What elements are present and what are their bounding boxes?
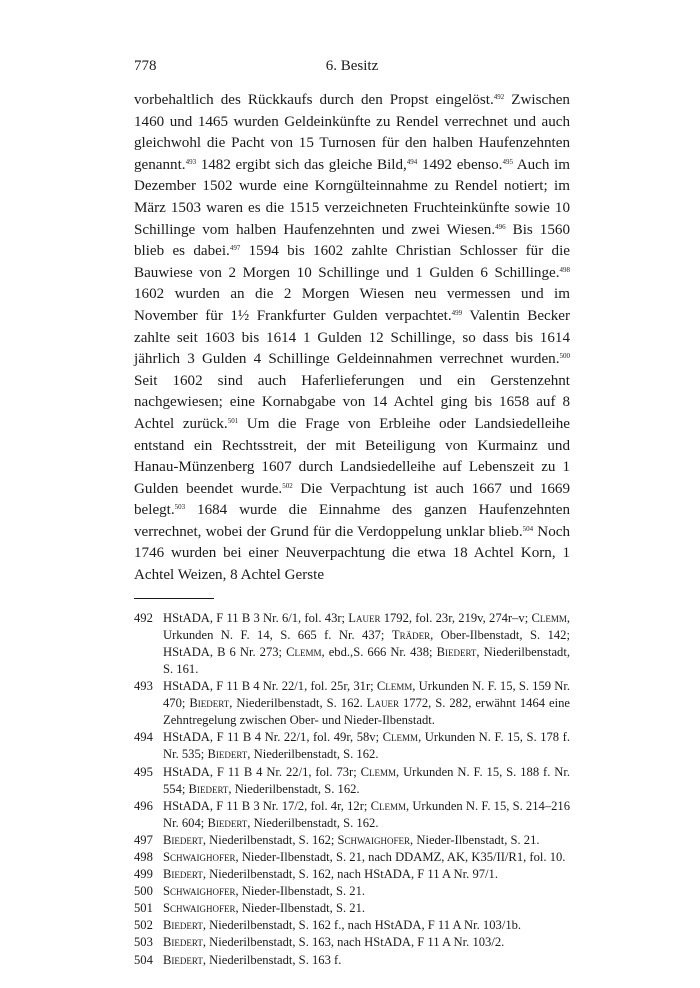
author-name: Clemm xyxy=(376,679,413,694)
footnote-text-segment: , Niederilbenstadt, S. 162 f., nach HStADA, F 11 A Nr. 103/1b. xyxy=(202,918,522,933)
author-name: Biedert xyxy=(436,644,477,659)
footnote-ref[interactable]: 492 xyxy=(493,93,505,101)
author-name: Biedert xyxy=(188,781,229,796)
footnote-ref[interactable]: 493 xyxy=(185,157,197,166)
footnote-text-segment: , Urkunden N. F. 15, S. 159 Nr. 470; xyxy=(163,679,570,711)
footnote-text-segment: , Niederilbenstadt, S. 162; xyxy=(202,832,338,847)
footnote-number: 501 xyxy=(134,901,153,916)
footnote-text-segment: , Niederilbenstadt, S. 163, nach HStADA, F 11 A Nr. 103/2. xyxy=(202,935,505,950)
footnote xyxy=(134,934,570,951)
footnote-text-segment: , Niederilbenstadt, S. 162. xyxy=(247,815,379,830)
footnote xyxy=(134,866,570,883)
footnote-text xyxy=(163,832,570,849)
body-text-segment: Um die Frage von Erbleihe oder Landsiedelleihe entstand ein Rechtsstreit, der mit Beteiligung von Kurmainz und Hanau-Münzenberg 1607 durch Landsiedelleihe auf Lebenszeit zu 1 Gulden beendet wurde. xyxy=(134,415,570,497)
footnote-text xyxy=(163,764,570,798)
author-name: Schwaighofer xyxy=(163,849,236,864)
author-name: Träder xyxy=(391,627,431,642)
footnote-number: 503 xyxy=(134,935,153,950)
body-text-segment: vorbehaltlich des Rückkaufs durch den Propst eingelöst. xyxy=(134,92,494,108)
footnote xyxy=(134,610,570,678)
page-number: 778 xyxy=(134,58,157,74)
body-text-segment: Noch 1746 wurden bei einer Neuverpachtung die etwa 18 Achtel Korn, 1 Achtel Weizen, 8 Achtel Gerste xyxy=(134,523,571,584)
footnote xyxy=(134,832,570,849)
author-name: Biedert xyxy=(163,918,203,933)
footnote-text xyxy=(163,952,570,969)
author-name: Clemm xyxy=(531,610,567,625)
footnote-number: 499 xyxy=(134,867,153,882)
footnote xyxy=(134,883,570,900)
author-name: Biedert xyxy=(163,952,203,967)
author-name: Biedert xyxy=(189,696,230,711)
footnote xyxy=(134,764,570,798)
footnote-number: 502 xyxy=(134,918,153,933)
footnote-text xyxy=(163,866,570,883)
footnote-ref[interactable]: 502 xyxy=(282,481,293,490)
body-text-segment: Valentin Becker zahlte seit 1603 bis 1614 1 Gulden 12 Schillinge, so dass bis 1614 jährlich 3 Gulden 4 Schillinge Geldeinnahmen verrechnet wurden. xyxy=(134,307,570,368)
footnote-text-segment: , Nieder-Ilbenstadt, S. 21. xyxy=(410,832,540,847)
footnote-text xyxy=(163,849,570,866)
author-name: Biedert xyxy=(207,815,248,830)
footnote xyxy=(134,952,570,969)
footnote-number: 497 xyxy=(134,832,153,847)
footnotes xyxy=(134,610,570,969)
author-name: Clemm xyxy=(286,644,322,659)
footnote-text-segment: , Niederilbenstadt, S. 162, nach HStADA, F 11 A Nr. 97/1. xyxy=(202,867,498,882)
body-paragraph xyxy=(134,90,570,587)
footnote-text-segment: , Urkunden N. F. 15, S. 178 f. Nr. 535; xyxy=(163,730,570,762)
author-name: Biedert xyxy=(163,832,203,847)
footnote-text-segment: , Nieder-Ilbenstadt, S. 21. xyxy=(235,884,366,899)
footnote-text xyxy=(163,883,570,900)
footnote-text-segment: , Niederilbenstadt, S. 161. xyxy=(163,644,570,676)
body-text-segment: 1482 ergibt sich das gleiche Bild, xyxy=(196,156,407,173)
footnote-text-segment: , Niederilbenstadt, S. 163 f. xyxy=(202,952,342,967)
footnote xyxy=(134,917,570,934)
footnote-ref[interactable]: 496 xyxy=(495,222,506,231)
footnote-text-segment: , Niederilbenstadt, S. 162. xyxy=(247,747,379,762)
footnote-text-segment: , Ober-Ilbenstadt, S. 142; HStADA, B 6 Nr. 273; xyxy=(163,627,570,659)
author-name: Clemm xyxy=(382,730,419,745)
footnote xyxy=(134,849,570,866)
footnote-text-segment: , Urkunden N. F. 15, S. 214–216 Nr. 604; xyxy=(163,798,571,830)
footnote-number: 496 xyxy=(134,798,153,813)
author-name: Lauer xyxy=(366,696,399,711)
footnote-text xyxy=(163,934,570,951)
author-name: Schwaighofer xyxy=(163,884,236,899)
footnote-number: 504 xyxy=(134,952,153,967)
body-text-segment: 1602 wurden an die 2 Morgen Wiesen neu vermessen und im November für 1½ Frankfurter Gulden verpachtet. xyxy=(134,286,570,324)
author-name: Schwaighofer xyxy=(163,901,236,916)
footnote-ref[interactable]: 499 xyxy=(451,308,463,317)
footnote-ref[interactable]: 501 xyxy=(227,416,239,425)
author-name: Schwaighofer xyxy=(337,832,411,847)
footnote-text-segment: , Nieder-Ilbenstadt, S. 21, nach DDAMZ, AK, K35/II/R1, fol. 10. xyxy=(235,849,566,864)
body-text-segment: 1492 ebenso. xyxy=(417,156,503,173)
author-name: Biedert xyxy=(163,867,203,882)
footnote-ref[interactable]: 495 xyxy=(502,157,513,166)
footnote-text-segment: HStADA, F 11 B 4 Nr. 22/1, fol. 73r; xyxy=(163,764,361,779)
footnote-text-segment: , Niederilbenstadt, S. 162. xyxy=(228,781,360,796)
body-text-segment: Auch im Dezember 1502 wurde eine Korngülteinnahme zu Rendel notiert; im März 1503 waren es die 1515 verzeichneten Fruchteinkünfte sowie 10 Schillinge vom halben Haufenzehnten und zwei Wiesen. xyxy=(134,156,571,238)
author-name: Clemm xyxy=(370,798,406,813)
footnote-text-segment: , Nieder-Ilbenstadt, S. 21. xyxy=(235,901,366,916)
footnote-text-segment: 1772, S. 282, erwähnt 1464 eine Zehntregelung zwischen Ober- und Nieder-Ilbenstadt. xyxy=(163,696,570,728)
footnote-ref[interactable]: 504 xyxy=(522,524,534,533)
footnote-separator xyxy=(134,598,214,599)
footnote-text-segment: HStADA, F 11 B 3 Nr. 17/2, fol. 4r, 12r; xyxy=(163,798,371,813)
footnote-text xyxy=(163,610,570,678)
chapter-title: 6. Besitz xyxy=(325,58,379,74)
footnote xyxy=(134,729,570,763)
footnote-text xyxy=(163,917,570,934)
footnote xyxy=(134,900,570,917)
body-text-segment: Die Verpachtung ist auch 1667 und 1669 belegt. xyxy=(134,480,571,519)
footnote-number: 500 xyxy=(134,884,153,899)
footnote-ref[interactable]: 500 xyxy=(559,352,570,361)
footnote-text xyxy=(163,678,570,729)
footnote-text xyxy=(163,729,570,763)
footnote-text-segment: , ebd.,S. 666 Nr. 438; xyxy=(321,644,437,659)
footnote-number: 498 xyxy=(134,849,153,864)
author-name: Lauer xyxy=(348,610,381,625)
author-name: Biedert xyxy=(163,935,203,950)
body-text-segment: Seit 1602 sind auch Haferlieferungen und ein Gerstenzehnt nachgewiesen; eine Kornabgabe von 14 Achtel ging bis 1658 auf 8 Achtel zurück. xyxy=(134,372,570,432)
footnote-text-segment: HStADA, F 11 B 3 Nr. 6/1, fol. 43r; xyxy=(163,610,349,625)
footnote-text-segment: 1792, fol. 23r, 219v, 274r–v; xyxy=(380,610,532,625)
footnote-text-segment: , Urkunden N. F. 14, S. 665 f. Nr. 437; xyxy=(163,610,570,642)
author-name: Clemm xyxy=(360,764,397,779)
author-name: Biedert xyxy=(207,747,248,762)
footnote-number: 494 xyxy=(134,730,153,745)
footnote-text xyxy=(163,900,570,917)
footnote-text xyxy=(163,798,570,832)
footnote-number: 495 xyxy=(134,764,153,779)
footnote-text-segment: , Niederilbenstadt, S. 162. xyxy=(229,696,367,711)
book-page xyxy=(134,58,570,969)
footnote-number: 492 xyxy=(134,610,153,625)
footnote-text-segment: , Urkunden N. F. 15, S. 188 f. Nr. 554; xyxy=(163,764,570,796)
footnote-number: 493 xyxy=(134,679,153,694)
footnote xyxy=(134,678,570,729)
running-head xyxy=(134,58,570,82)
footnote-ref[interactable]: 494 xyxy=(406,157,418,166)
footnote xyxy=(134,798,570,832)
footnote-ref[interactable]: 497 xyxy=(229,244,241,253)
body-text-segment: Bis 1560 blieb es dabei. xyxy=(134,221,570,260)
body-text-segment: 1684 wurde die Einnahme des ganzen Haufenzehnten verrechnet, wobei der Grund für die Verdoppelung unklar blieb. xyxy=(134,502,570,540)
footnote-ref[interactable]: 498 xyxy=(559,265,570,274)
body-text-segment: Zwischen 1460 und 1465 wurden Geldeinkünfte zu Rendel verrechnet und auch gleichwohl die Pacht von 15 Turnosen für den halben Haufenzehnten genannt. xyxy=(134,92,570,173)
footnote-ref[interactable]: 503 xyxy=(174,503,186,512)
footnote-text-segment: HStADA, F 11 B 4 Nr. 22/1, fol. 25r, 31r; xyxy=(163,679,377,694)
body-text-segment: 1594 bis 1602 zahlte Christian Schlosser für die Bauwiese von 2 Morgen 10 Schillinge und 1 Gulden 6 Schillinge. xyxy=(134,243,570,281)
footnote-text-segment: HStADA, F 11 B 4 Nr. 22/1, fol. 49r, 58v; xyxy=(163,730,383,745)
